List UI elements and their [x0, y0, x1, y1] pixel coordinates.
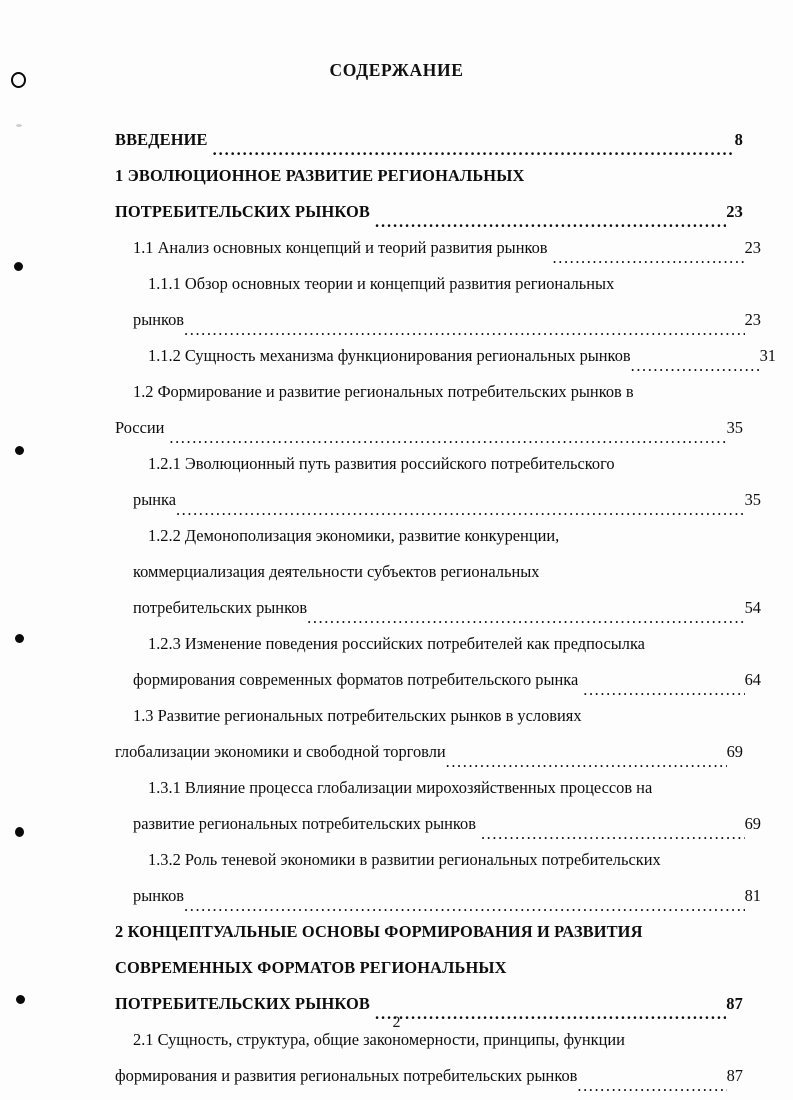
toc-entry-label: 1.2.2 Демонополизация экономики, развитие конкуренции,	[148, 526, 560, 545]
toc-line	[115, 806, 761, 842]
toc-entry-label: рынка	[133, 490, 176, 509]
toc-line	[115, 878, 761, 914]
toc-entry-label: 1.2.1 Эволюционный путь развития российского потребительского	[148, 454, 615, 473]
toc-entry-label: формирования современных форматов потребительского рынка	[133, 670, 579, 689]
toc-line	[115, 482, 761, 518]
toc-entry-label: 2.1 Сущность, структура, общие закономерности, принципы, функции	[133, 1030, 625, 1049]
toc-line	[115, 446, 776, 482]
toc-line	[115, 158, 743, 194]
toc-line	[115, 302, 761, 338]
toc-line	[115, 662, 761, 698]
toc-entry-label: 1 ЭВОЛЮЦИОННОЕ РАЗВИТИЕ РЕГИОНАЛЬНЫХ	[115, 166, 525, 185]
page-number-folio: 2	[392, 1014, 401, 1031]
toc-page-number: 23	[744, 310, 761, 329]
toc-entry-label: глобализации экономики и свободной торговли	[115, 742, 446, 761]
toc-line	[115, 842, 776, 878]
toc-line	[115, 230, 761, 266]
dot-leader	[307, 610, 744, 626]
toc-page-number: 35	[726, 418, 743, 437]
scan-speckle	[15, 827, 24, 837]
toc-entry-chapter-2[interactable]	[115, 914, 743, 1022]
dot-leader	[184, 898, 745, 914]
toc-entry-section-1-1[interactable]	[115, 230, 761, 266]
toc-line	[115, 590, 761, 626]
scan-speckle	[11, 72, 26, 88]
toc-entry-label: развитие региональных потребительских рынков	[133, 814, 476, 833]
toc-entry-label: ПОТРЕБИТЕЛЬСКИХ РЫНКОВ	[115, 202, 370, 221]
dot-leader	[184, 322, 745, 338]
scan-speckle	[16, 124, 22, 127]
scan-speckle	[15, 634, 24, 643]
toc-entry-label: рынков	[133, 886, 185, 905]
toc-line	[115, 698, 761, 734]
toc-entry-label: 2 КОНЦЕПТУАЛЬНЫЕ ОСНОВЫ ФОРМИРОВАНИЯ И РАЗВИТИЯ	[115, 922, 643, 941]
toc-line	[115, 554, 761, 590]
toc-line	[115, 338, 776, 374]
toc-entry-label: ВВЕДЕНИЕ	[115, 130, 208, 149]
toc-entry-section-1-2-3[interactable]	[115, 626, 761, 698]
toc-line	[115, 122, 743, 158]
toc-entry-label: 1.3 Развитие региональных потребительских рынков в условиях	[133, 706, 582, 725]
toc-entry-section-1-3-2[interactable]	[115, 842, 761, 914]
dot-leader	[476, 826, 745, 842]
toc-entry-label: 1.1.1 Обзор основных теории и концепций развития региональных	[148, 274, 615, 293]
toc-line	[115, 374, 761, 410]
dot-leader	[578, 682, 744, 698]
dot-leader	[176, 502, 745, 518]
toc-page-number: 87	[726, 994, 743, 1013]
dot-leader	[370, 214, 726, 230]
toc-page-number: 35	[744, 490, 761, 509]
toc-line	[115, 734, 743, 770]
toc-entry-label: России	[115, 418, 165, 437]
toc-page-number: 31	[759, 346, 776, 365]
toc-entry-vvedenie[interactable]	[115, 122, 743, 158]
scan-speckle	[16, 995, 25, 1004]
toc-entry-label: СОВРЕМЕННЫХ ФОРМАТОВ РЕГИОНАЛЬНЫХ	[115, 958, 507, 977]
toc-entry-label: 1.2 Формирование и развитие региональных потребительских рынков в	[133, 382, 634, 401]
scan-speckle	[14, 262, 23, 271]
toc-page-number: 69	[726, 742, 743, 761]
dot-leader	[208, 142, 735, 158]
toc-line	[115, 410, 743, 446]
toc-entry-label: формирования и развития региональных потребительских рынков	[115, 1066, 578, 1085]
toc-line	[115, 626, 776, 662]
toc-entry-label: 1.3.2 Роль теневой экономики в развитии региональных потребительских	[148, 850, 661, 869]
toc-page-number: 8	[734, 130, 743, 149]
dot-leader	[164, 430, 726, 446]
toc-entry-section-1-1-2[interactable]	[115, 338, 776, 374]
toc-entry-section-1-2[interactable]	[115, 374, 743, 446]
toc-entry-label: потребительских рынков	[133, 598, 308, 617]
toc-page-number: 23	[744, 238, 761, 257]
toc-entry-chapter-1[interactable]	[115, 158, 743, 230]
toc-entry-section-1-2-2[interactable]	[115, 518, 761, 626]
toc-line	[115, 1058, 743, 1094]
table-of-contents	[115, 122, 776, 1094]
toc-entry-label: коммерциализация деятельности субъектов региональных	[133, 562, 540, 581]
toc-entry-label: 1.3.1 Влияние процесса глобализации мирохозяйственных процессов на	[148, 778, 653, 797]
dot-leader	[577, 1078, 726, 1094]
toc-entry-label: ПОТРЕБИТЕЛЬСКИХ РЫНКОВ	[115, 994, 370, 1013]
toc-line	[115, 266, 776, 302]
toc-line	[115, 914, 743, 950]
toc-entry-section-1-3[interactable]	[115, 698, 743, 770]
toc-page-number: 54	[744, 598, 761, 617]
toc-entry-label: 1.1.2 Сущность механизма функционирования региональных рынков	[148, 346, 631, 365]
toc-page-number: 87	[726, 1066, 743, 1085]
toc-entry-label: 1.1 Анализ основных концепций и теорий развития рынков	[133, 238, 548, 257]
toc-page-number: 69	[744, 814, 761, 833]
toc-page-number: 64	[744, 670, 761, 689]
scan-speckle	[15, 446, 24, 455]
toc-line	[115, 770, 776, 806]
toc-entry-label: рынков	[133, 310, 185, 329]
toc-page-number: 81	[744, 886, 761, 905]
toc-page-number: 23	[726, 202, 743, 221]
toc-entry-label: 1.2.3 Изменение поведения российских потребителей как предпосылка	[148, 634, 645, 653]
toc-entry-section-1-1-1[interactable]	[115, 266, 761, 338]
toc-line	[115, 950, 743, 986]
toc-line	[115, 194, 743, 230]
toc-entry-section-1-2-1[interactable]	[115, 446, 761, 518]
toc-line	[115, 518, 776, 554]
dot-leader	[446, 754, 727, 770]
toc-entry-section-2-1[interactable]	[115, 1022, 743, 1094]
page-title: СОДЕРЖАНИЕ	[329, 60, 464, 80]
dot-leader	[548, 250, 745, 266]
toc-entry-section-1-3-1[interactable]	[115, 770, 761, 842]
dot-leader	[631, 358, 760, 374]
